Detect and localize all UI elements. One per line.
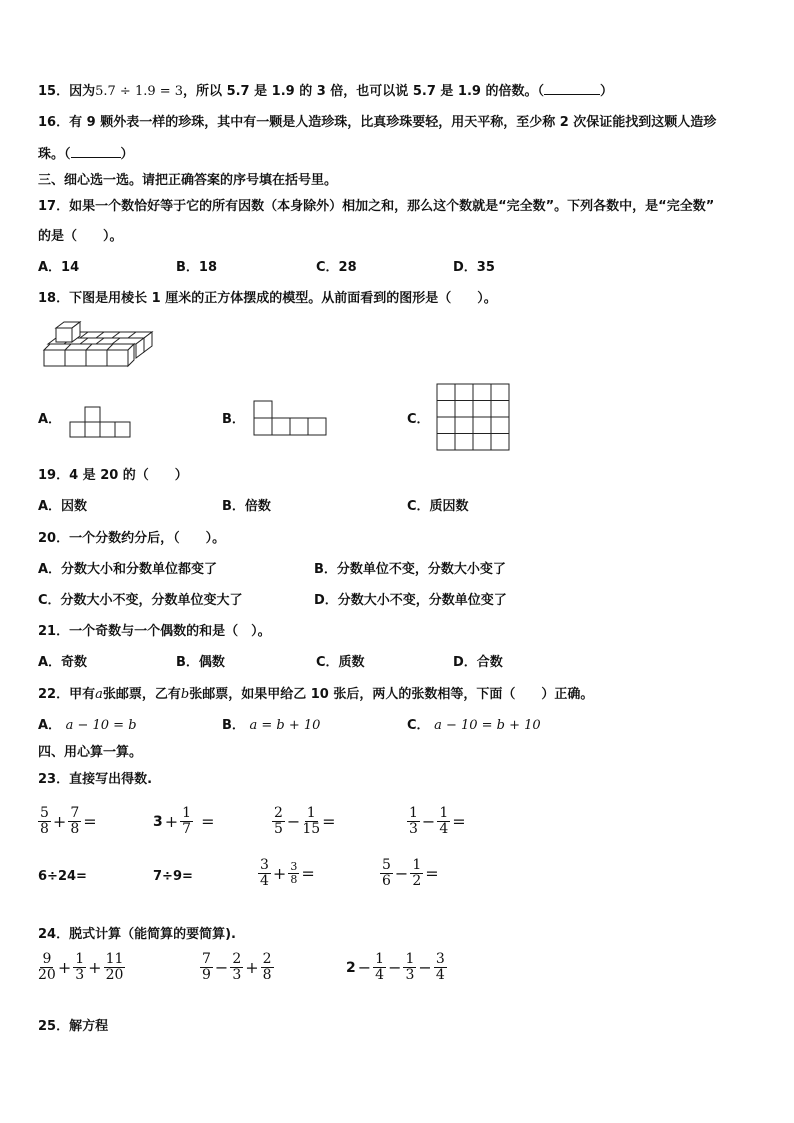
question-21: 21．一个奇数与一个偶数的和是（ ）。: [38, 624, 271, 639]
answer-blank[interactable]: [71, 145, 121, 158]
calc-step-1: $\frac{9}{20}$ + $\frac{1}{3}$ + $\frac{11}{20}$: [38, 951, 124, 983]
calc-step-2: $\frac{7}{9}$ − $\frac{2}{3}$ + $\frac{2}{8}$: [202, 951, 272, 983]
calc-6: 7÷9=: [153, 869, 193, 884]
question-23: 23．直接写出得数.: [38, 772, 153, 787]
question-18: 18．下图是用棱长 1 厘米的正方体摆成的模型。从前面看到的图形是（ ）。: [38, 291, 497, 306]
var-a: a: [95, 687, 103, 702]
question-25: 25．解方程: [38, 1019, 109, 1034]
question-16-line1: 16．有 9 颗外表一样的珍珠，其中有一颗是人造珍珠，比真珍珠要轻，用天平称，至少称 2 次保证能找到这颗人造珍: [38, 115, 717, 130]
q21-option-d[interactable]: D．合数: [453, 655, 503, 670]
q22-option-a[interactable]: A． a − 10 = b: [38, 718, 137, 733]
q20-option-c[interactable]: C．分数大小不变，分数单位变大了: [38, 593, 243, 608]
q18-option-a[interactable]: A．: [38, 412, 62, 427]
calc-2: 3 + $\frac{1}{7}$ =: [153, 805, 215, 837]
calc-step-3: 2 − $\frac{1}{4}$ − $\frac{1}{3}$ − $\frac{3}{4}$: [346, 951, 445, 983]
q18-option-b[interactable]: B．: [222, 412, 245, 427]
q17-option-a[interactable]: A．14: [38, 260, 80, 275]
calc-3: $\frac{2}{5}$ − $\frac{1}{15}$ =: [274, 805, 336, 837]
section-4-heading: 四、用心算一算。: [38, 745, 143, 760]
question-17-line2: 的是（ ）。: [38, 229, 123, 244]
question-15: 15．因为5.7 ÷ 1.9 = 3，所以 5.7 是 1.9 的 3 倍，也可以说 5.7 是 1.9 的倍数。（ ）: [38, 84, 613, 99]
q22-option-c[interactable]: C． a − 10 = b + 10: [407, 718, 541, 733]
q17-option-c[interactable]: C．28: [316, 260, 357, 275]
q21-option-c[interactable]: C．质数: [316, 655, 365, 670]
answer-blank[interactable]: [544, 82, 600, 95]
calc-5: 6÷24=: [38, 869, 87, 884]
cube-model-figure: [42, 318, 162, 370]
q15-equation: 5.7 ÷ 1.9 = 3: [95, 84, 184, 99]
question-24: 24．脱式计算（能简算的要简算).: [38, 927, 236, 942]
question-22: 22．甲有a张邮票，乙有b张邮票，如果甲给乙 10 张后，两人的张数相等，下面（ ）正确。: [38, 687, 594, 702]
q20-option-b[interactable]: B．分数单位不变，分数大小变了: [314, 562, 506, 577]
question-19: 19．4 是 20 的（ ）: [38, 468, 188, 483]
calc-1: $\frac{5}{8}$ + $\frac{7}{8}$ =: [40, 805, 97, 837]
q20-option-a[interactable]: A．分数大小和分数单位都变了: [38, 562, 218, 577]
q18-option-c[interactable]: C．: [407, 412, 430, 427]
q22-option-b[interactable]: B． a = b + 10: [222, 718, 321, 733]
calc-8: $\frac{5}{6}$ − $\frac{1}{2}$ =: [382, 857, 439, 889]
q15-text-pre: 15．: [38, 84, 70, 99]
var-b: b: [180, 687, 190, 702]
calc-7: $\frac{3}{4}$ + $\frac{3}{8}$ =: [260, 857, 315, 889]
option-b-view-figure: [253, 400, 329, 437]
q21-option-b[interactable]: B．偶数: [176, 655, 225, 670]
question-16-line2: 珠。（ ）: [38, 147, 134, 162]
section-3-heading: 三、细心选一选。请把正确答案的序号填在括号里。: [38, 173, 338, 188]
q19-option-b[interactable]: B．倍数: [222, 499, 271, 514]
q19-option-a[interactable]: A．因数: [38, 499, 88, 514]
q21-option-a[interactable]: A．奇数: [38, 655, 88, 670]
question-17-line1: 17．如果一个数恰好等于它的所有因数（本身除外）相加之和，那么这个数就是“完全数”。下列各数中，是“完全数”: [38, 199, 715, 214]
q17-option-b[interactable]: B．18: [176, 260, 217, 275]
question-20: 20．一个分数约分后，（ ）。: [38, 531, 226, 546]
q20-option-d[interactable]: D．分数大小不变，分数单位变了: [314, 593, 507, 608]
calc-4: $\frac{1}{3}$ − $\frac{1}{4}$ =: [409, 805, 466, 837]
option-c-view-figure: [436, 383, 510, 451]
q17-option-d[interactable]: D．35: [453, 260, 495, 275]
option-a-view-figure: [69, 406, 132, 439]
q19-option-c[interactable]: C．质因数: [407, 499, 469, 514]
